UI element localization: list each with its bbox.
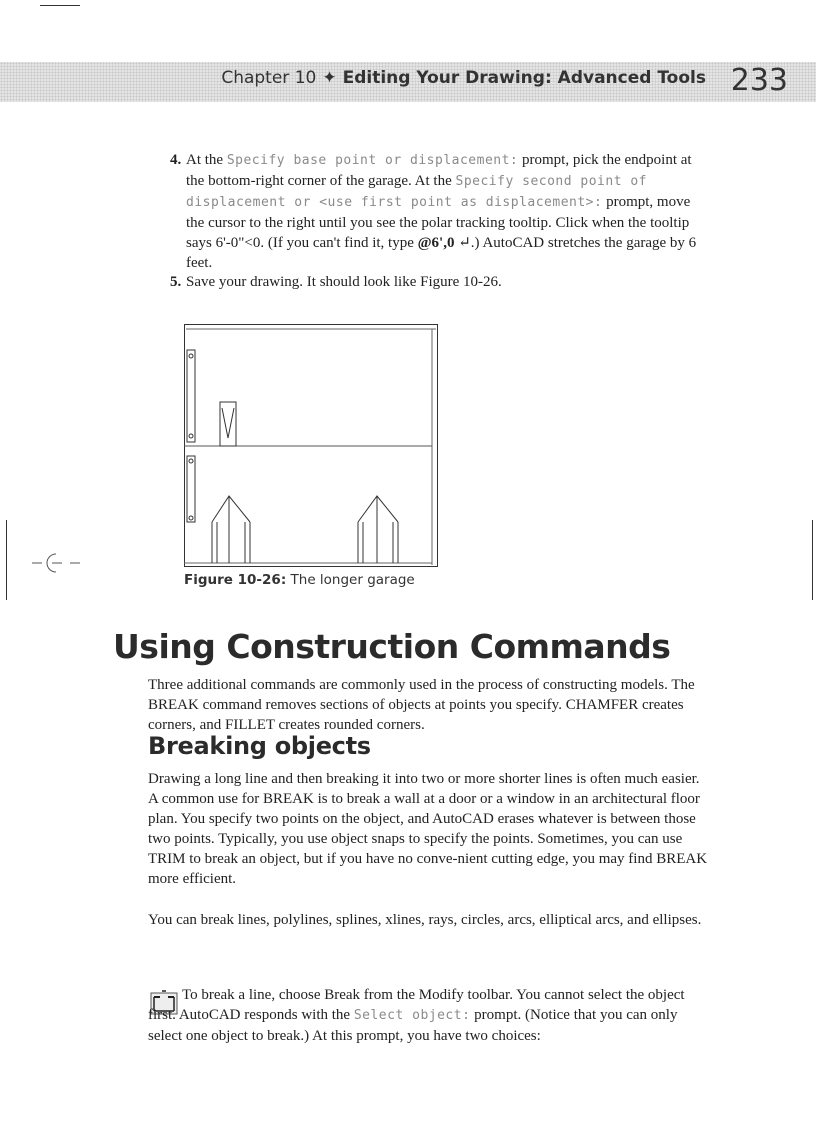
paragraph-3-text: prompt. (Notice that you can only select one object to break.) At this prompt, you have two choices: [148,1007,678,1044]
paragraph-1: Drawing a long line and then breaking it into two or more shorter lines is often much easier. A common use for BREAK is to break a wall at a door or a window in an architectural floor plan. You specify two points on the object, and AutoCAD erases whatever is between those two points. Typically, you use object snaps to specify the points. Sometimes, you can use TRIM to break an object, but if you have no conve-nient cutting edge, you may find BREAK more efficient. [148,771,708,887]
step-text: Save your drawing. It should look like Figure 10-26. [186,274,502,290]
chapter-label: Chapter 10 [221,68,317,88]
running-header [221,68,706,88]
step-number: 4. [170,152,182,168]
figure-caption [184,572,415,588]
crop-mark-top [40,5,80,6]
page-number: 233 [730,63,788,98]
subsection-heading: Breaking objects [148,732,371,760]
header-separator: ✦ [322,68,337,88]
figure-garage-drawing [184,324,438,567]
figure-label: Figure 10-26: [184,572,287,588]
paragraph-3 [148,985,710,1046]
step-4 [170,150,710,273]
prompt-text: Specify second point of displacement or <use first point as displacement>: [186,174,648,210]
step-text-part: At the [186,152,227,168]
crop-mark-right [812,520,813,600]
chapter-title: Editing Your Drawing: Advanced Tools [342,68,706,88]
step-text [186,150,710,273]
step-text-part: prompt, move the cursor to the right until you see the polar tracking tooltip. Click when the tooltip says 6'-0"<0. (If you can't find it, type [186,194,691,251]
prompt-text: Select object: [353,1008,471,1023]
registration-mark [30,548,90,578]
step-number: 5. [170,274,182,290]
crop-mark-left [6,520,7,600]
step-5 [170,272,710,292]
figure-caption-text: The longer garage [290,572,415,588]
section-intro: Three additional commands are commonly used in the process of constructing models. The BREAK command removes sections of objects at points you specify. CHAMFER creates corners, and FILLET creates rounded corners. [148,677,695,733]
paragraph-3-text: To break a line, choose Break from the Modify toolbar. You cannot select the object first. AutoCAD responds with the [148,987,685,1023]
paragraph-2: You can break lines, polylines, splines, xlines, rays, circles, arcs, elliptical arcs, and ellipses. [148,912,702,928]
step-text-part: prompt, pick the endpoint at the bottom-right corner of the garage. At the [186,152,692,189]
step-text-part: ↵.) AutoCAD stretches the garage by 6 feet. [186,235,697,271]
section-heading: Using Construction Commands [113,627,671,666]
typed-input: @6',0 [417,235,455,251]
prompt-text: Specify base point or displacement: [226,153,519,168]
